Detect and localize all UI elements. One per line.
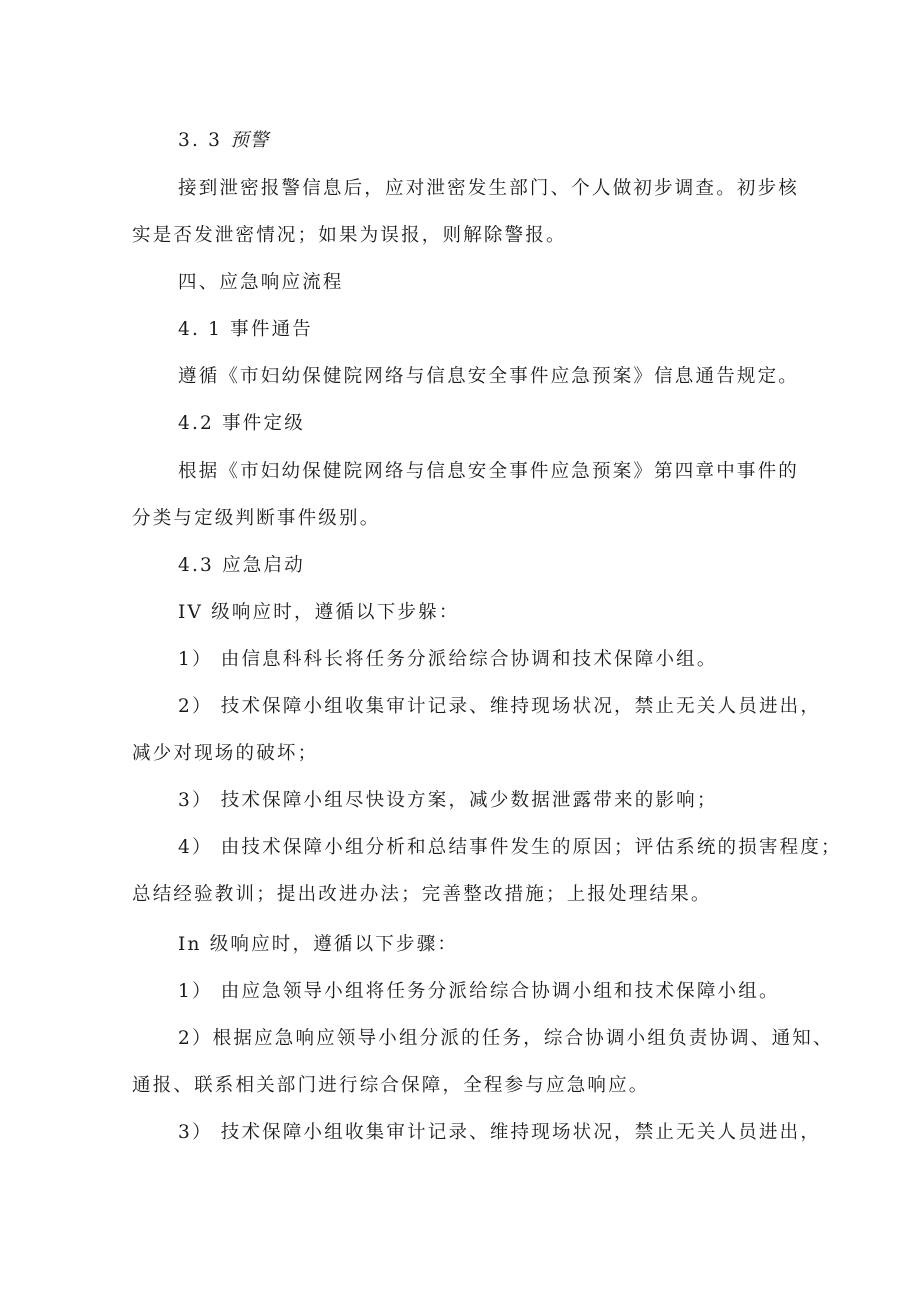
list-item: 1） 由信息科科长将任务分派给综合协调和技术保障小组。 (178, 649, 718, 670)
section-title-italic: 预警 (230, 130, 270, 151)
paragraph-line: In 级响应时，遵循以下步骤： (178, 934, 459, 955)
section-heading: 4.3 应急启动 (178, 555, 305, 576)
list-item: 4） 由技术保障小组分析和总结事件发生的原因；评估系统的损害程度； (178, 837, 842, 858)
list-item-continuation: 减少对现场的破坏； (132, 743, 319, 764)
list-item-continuation: 通报、联系相关部门进行综合保障，全程参与应急响应。 (132, 1075, 650, 1096)
chapter-heading: 四、应急响应流程 (178, 272, 344, 293)
list-item: 3） 技术保障小组收集审计记录、维持现场状况，禁止无关人员进出， (178, 1122, 822, 1143)
section-heading-3-3 (178, 128, 269, 154)
section-heading: 4. 1 事件通告 (178, 319, 313, 340)
section-number: 3. 3 (178, 130, 231, 151)
paragraph-line: 实是否发泄密情况；如果为误报，则解除警报。 (132, 225, 567, 246)
list-item: 1） 由应急领导小组将任务分派给综合协调小组和技术保障小组。 (178, 981, 780, 1002)
paragraph-line: IV 级响应时，遵循以下步躲： (178, 602, 460, 623)
paragraph-line: 根据《市妇幼保健院网络与信息安全事件应急预案》第四章中事件的 (178, 461, 800, 482)
section-heading: 4.2 事件定级 (178, 413, 305, 434)
paragraph-line: 分类与定级判断事件级别。 (132, 508, 381, 529)
paragraph-line: 接到泄密报警信息后，应对泄密发生部门、个人做初步调查。初步核 (178, 178, 800, 199)
paragraph-line: 遵循《市妇幼保健院网络与信息安全事件应急预案》信息通告规定。 (178, 366, 800, 387)
list-item: 2） 技术保障小组收集审计记录、维持现场状况，禁止无关人员进出， (178, 696, 822, 717)
list-item: 3） 技术保障小组尽快设方案，减少数据泄露带来的影响； (178, 790, 718, 811)
list-item: 2）根据应急响应领导小组分派的任务，综合协调小组负责协调、通知、 (178, 1028, 834, 1049)
list-item-continuation: 总结经验教训；提出改进办法；完善整改措施；上报处理结果。 (132, 884, 712, 905)
